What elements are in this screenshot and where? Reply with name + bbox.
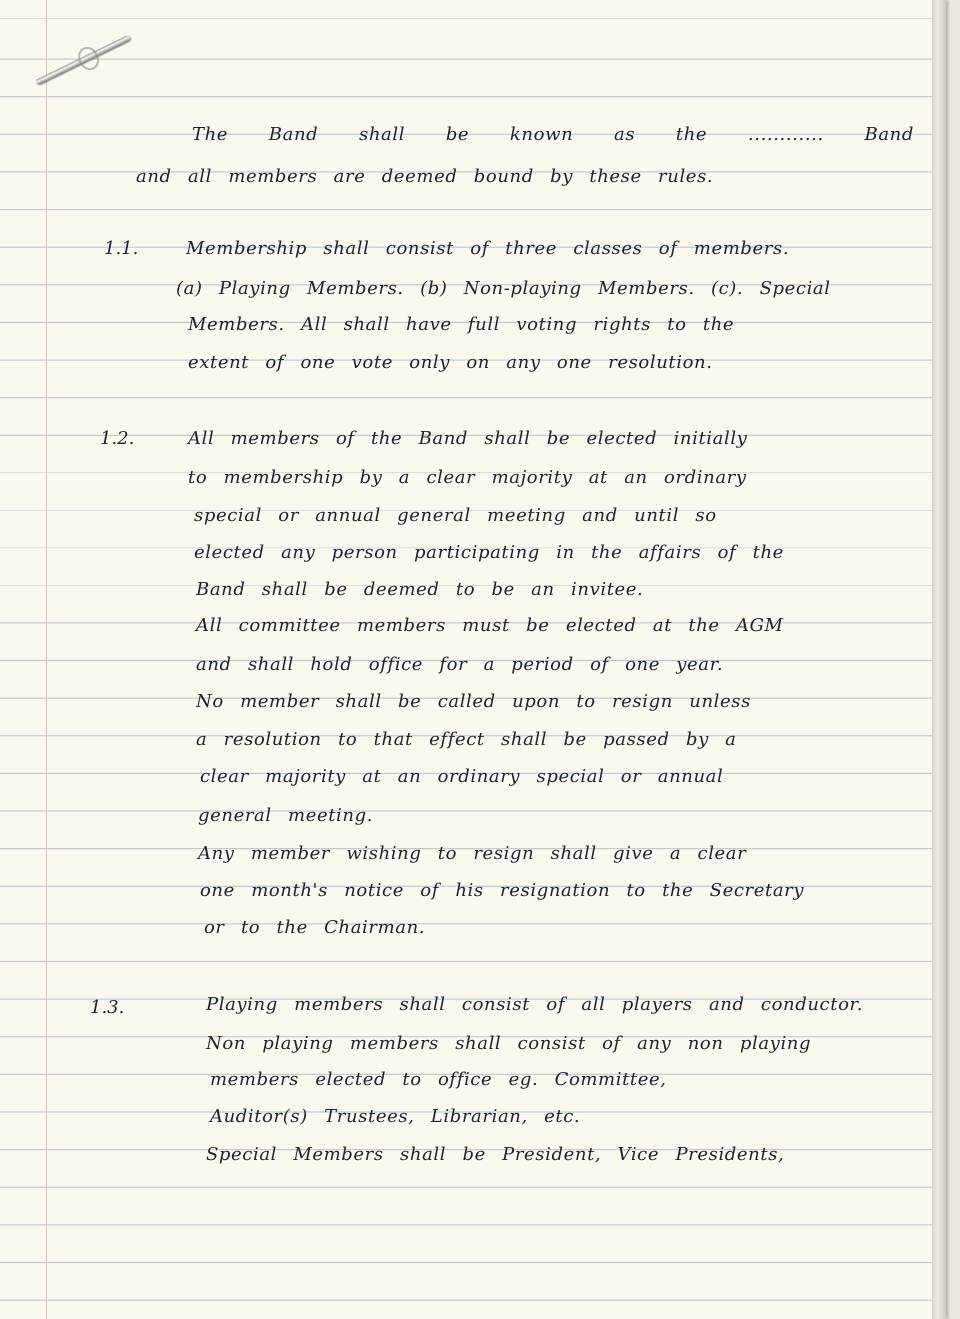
paper-clip-icon — [34, 33, 132, 88]
rule-line: Band shall be deemed to be an invitee. — [196, 579, 644, 600]
rule-line: Any member wishing to resign shall give a clear — [198, 843, 747, 864]
rule-line: (a) Playing Members. (b) Non-playing Members. (c). Special — [176, 278, 831, 299]
rule-number: 1.3. — [90, 997, 125, 1018]
rule-line: Members. All shall have full voting rights to the — [188, 314, 735, 335]
rule-line: No member shall be called upon to resign unless — [196, 691, 751, 712]
rule-line: members elected to office eg. Committee, — [210, 1069, 667, 1090]
intro-line: The Band shall be known as the ............ Band — [192, 124, 914, 145]
rule-line: Auditor(s) Trustees, Librarian, etc. — [210, 1106, 581, 1127]
rule-line: or to the Chairman. — [204, 917, 426, 938]
rule-line: Special Members shall be President, Vice Presidents, — [206, 1144, 785, 1165]
rule-line: and shall hold office for a period of one year. — [196, 654, 724, 675]
rule-line: elected any person participating in the affairs of the — [194, 542, 784, 563]
rule-line: to membership by a clear majority at an ordinary — [188, 467, 747, 488]
rule-line: All committee members must be elected at the AGM — [196, 615, 784, 636]
rule-number: 1.1. — [104, 238, 139, 259]
rule-line: Membership shall consist of three classes of members. — [186, 238, 790, 259]
rule-line: special or annual general meeting and until so — [194, 505, 717, 526]
intro-line: and all members are deemed bound by these rules. — [136, 166, 714, 187]
rule-line: extent of one vote only on any one resolution. — [188, 352, 713, 373]
rule-line: a resolution to that effect shall be passed by a — [196, 729, 737, 750]
rule-line: Non playing members shall consist of any non playing — [206, 1033, 812, 1054]
rule-line: clear majority at an ordinary special or annual — [200, 766, 724, 787]
rule-line: Playing members shall consist of all players and conductor. — [206, 994, 864, 1015]
rule-line: All members of the Band shall be elected initially — [188, 428, 748, 449]
rule-line: one month's notice of his resignation to the Secretary — [200, 880, 805, 901]
page-edge-stack — [932, 0, 946, 1319]
rule-line: general meeting. — [198, 805, 374, 826]
margin-line — [46, 0, 47, 1319]
rule-number: 1.2. — [100, 428, 135, 449]
